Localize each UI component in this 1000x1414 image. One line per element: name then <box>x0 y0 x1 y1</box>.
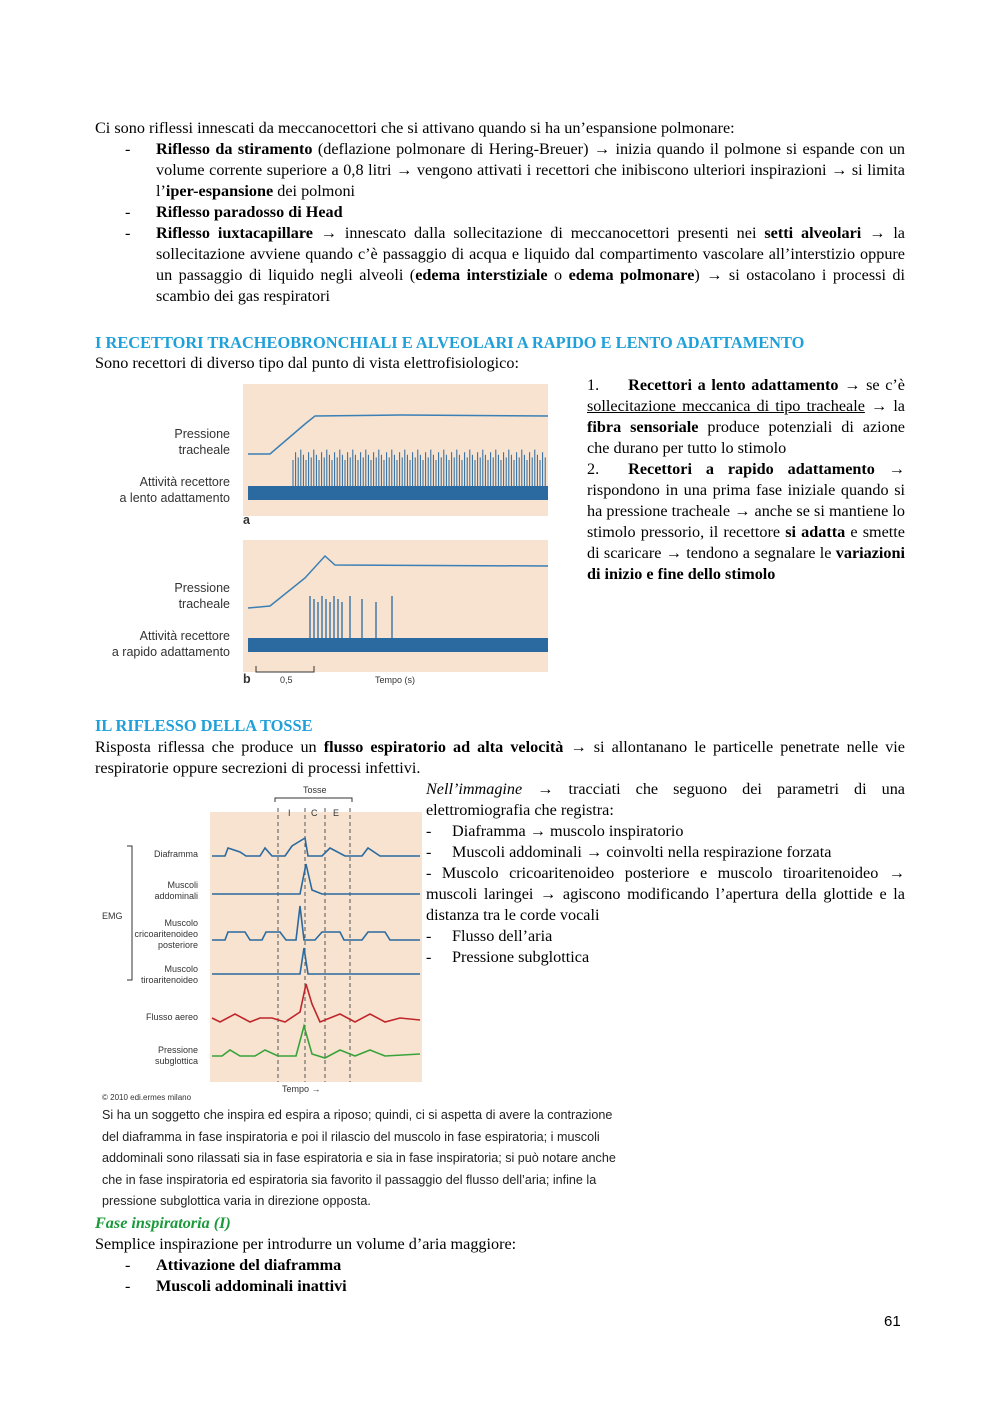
section-intro: Sono recettori di diverso tipo dal punto di vista elettrofisiologico: <box>95 354 519 372</box>
panel-a-label1b: tracheale <box>178 443 230 457</box>
figure-caption <box>102 1105 616 1213</box>
emg-label: EMG <box>102 911 123 921</box>
row-label: Muscolo <box>164 918 198 928</box>
list-item: - Muscoli addominali inattivi <box>125 1277 347 1295</box>
row-label: Muscoli <box>167 880 198 890</box>
list-item: - Muscolo cricoaritenoideo posteriore e muscolo tiroaritenoideo → muscoli laringei → agiscono modificando l’apertura della glottide e la distanza tra le corde vocali <box>426 864 905 924</box>
phase-label: C <box>311 808 318 818</box>
receptor-figure <box>100 378 560 690</box>
row-label: addominali <box>154 891 198 901</box>
time-axis-label: Tempo (s) <box>375 675 416 685</box>
cough-desc-intro: Nell’immagine → tracciati che seguono dei parametri di una elettromiografia che registra: <box>426 780 905 819</box>
receptor-item-1: 1. Recettori a lento adattamento → se c’è sollecitazione meccanica di tipo tracheale → la fibra sensoriale produce potenziali di azione che durano per tutto lo stimolo <box>587 376 905 457</box>
list-item: - Riflesso da stiramento (deflazione polmonare di Hering-Breuer) → inizia quando il polmone si espande con un volume corrente superiore a 0,8 litri → vengono attivati i recettori che inibiscono ulteriori inspirazioni → si limita l’iper-espansione dei polmoni <box>125 140 905 200</box>
list-item: - Pressione subglottica <box>426 948 590 966</box>
panel-a-label2: Attività recettore <box>139 475 230 489</box>
panel-b-label1b: tracheale <box>178 597 230 611</box>
cough-intro: Risposta riflessa che produce un flusso espiratorio ad alta velocità → si allontanano le particelle penetrate nelle vie respiratorie oppure secrezioni di processi infettivi. <box>95 738 905 777</box>
panel-a-letter: a <box>243 513 250 527</box>
tosse-bracket <box>275 798 352 802</box>
row-label: Flusso aereo <box>145 1012 198 1022</box>
time-label: Tempo → <box>282 1084 321 1094</box>
caption-line: Si ha un soggetto che inspira ed espira a riposo; quindi, ci si aspetta di avere la contrazione <box>102 1108 613 1122</box>
panel-b-baseline <box>248 638 548 652</box>
row-label: Pressione <box>157 1045 198 1055</box>
caption-line: addominali sono rilassati sia in fase espiratoria e sia in fase inspiratoria; si può notare anche <box>102 1151 616 1165</box>
section-title: I RECETTORI TRACHEOBRONCHIALI E ALVEOLARI A RAPIDO E LENTO ADATTAMENTO <box>95 333 805 352</box>
panel-b-background <box>243 540 548 672</box>
section-title: IL RIFLESSO DELLA TOSSE <box>95 716 313 735</box>
panel-b-label2: Attività recettore <box>139 629 230 643</box>
intro-text: Ci sono riflessi innescati da meccanocettori che si attivano quando si ha un’espansione polmonare: <box>95 119 735 137</box>
row-label: posteriore <box>157 940 198 950</box>
phase-list <box>95 1255 905 1297</box>
row-label: Muscolo <box>164 964 198 974</box>
reflex-list <box>95 139 905 307</box>
copyright-label: © 2010 edi.ermes milano <box>102 1093 192 1102</box>
row-label: cricoaritenoideo <box>134 929 198 939</box>
caption-line: del diaframma in fase inspiratoria e poi il rilascio del muscolo in fase espiratoria; i muscoli <box>102 1129 600 1144</box>
page-number: 61 <box>884 1313 901 1330</box>
panel-b-letter: b <box>243 672 251 686</box>
list-item: - Diaframma → muscolo inspiratorio <box>426 822 684 840</box>
list-item: - Attivazione del diaframma <box>125 1256 342 1274</box>
phase-section <box>95 1213 905 1297</box>
phase-title: Fase inspiratoria (I) <box>95 1214 231 1232</box>
row-label: tiroaritenoideo <box>140 975 198 985</box>
phase-label: E <box>333 808 340 818</box>
panel-b-label1: Pressione <box>174 581 230 595</box>
row-label: Diaframma <box>153 849 198 859</box>
caption-line: che in fase inspiratoria ed espiratoria sia favorito il passaggio del flusso dell’aria; infine la <box>102 1172 597 1187</box>
panel-a-label1: Pressione <box>174 427 230 441</box>
receptor-item-2: 2. Recettori a rapido adattamento → rispondono in una prima fase iniziale quando si ha pressione tracheale → anche se si mantiene lo stimolo pressorio, il recettore si adatta e smette di scaricare → tendono a segnalare le variazioni di inizio e fine dello stimolo <box>587 460 905 583</box>
receptor-list <box>587 375 905 585</box>
list-item: - Muscoli addominali → coinvolti nella respirazione forzata <box>426 843 832 861</box>
cough-figure <box>100 782 425 1104</box>
phase-label: I <box>288 808 291 818</box>
phase-intro: Semplice inspirazione per introdurre un volume d’aria maggiore: <box>95 1235 517 1253</box>
row-label: subglottica <box>154 1056 198 1066</box>
cough-description <box>426 779 905 968</box>
tosse-label: Tosse <box>303 785 327 795</box>
panel-b-label2b: a rapido adattamento <box>111 645 230 659</box>
list-item: - Riflesso iuxtacapillare → innescato dalla sollecitazione di meccanocettori presenti nei setti alveolari → la sollecitazione avviene quando c’è passaggio di acqua e liquido dal compartimento vascolare all’interstizio oppure un passaggio di liquido negli alveoli (edema interstiziale o edema polmonare) → si ostacolano i processi di scambio dei gas respiratori <box>125 224 906 305</box>
caption-line: pressione subglottica varia in direzione opposta. <box>102 1194 371 1208</box>
panel-a-baseline <box>248 486 548 500</box>
list-item: - Flusso dell’aria <box>426 927 553 945</box>
emg-bracket <box>127 846 132 980</box>
scale-label: 0,5 <box>280 675 293 685</box>
list-item: - Riflesso paradosso di Head <box>125 203 343 221</box>
panel-a-label2b: a lento adattamento <box>119 491 230 505</box>
page-content <box>95 118 905 307</box>
